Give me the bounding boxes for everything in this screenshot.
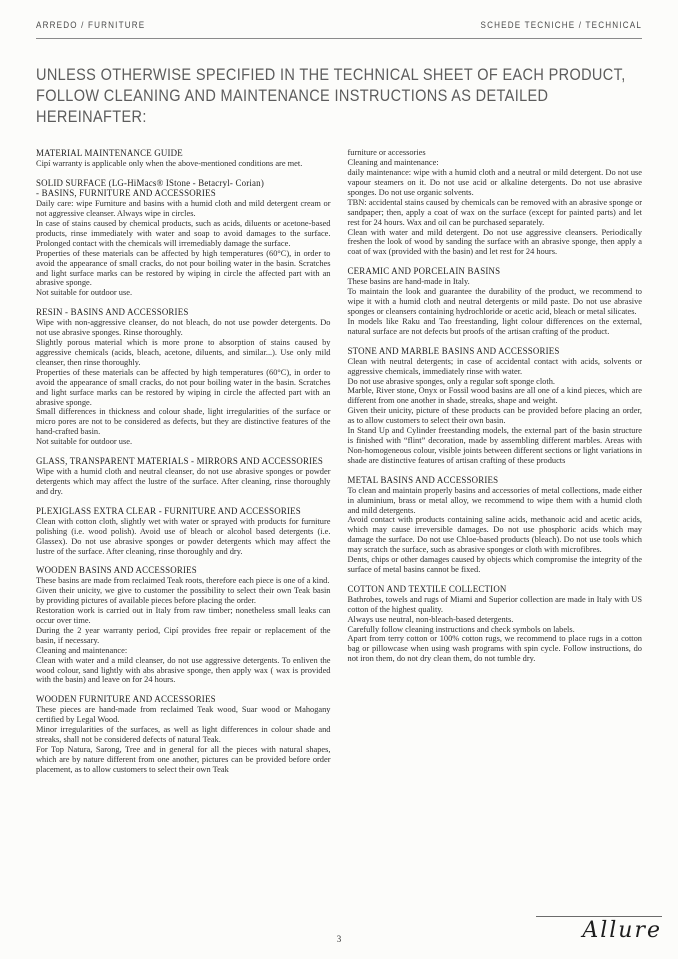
section-heading-line: WOODEN FURNITURE AND ACCESSORIES [36, 694, 216, 705]
section-heading-line: - BASINS, FURNITURE AND ACCESSORIES [36, 188, 216, 199]
section-paragraph: To clean and maintain properly basins and accessories of metal collections, made either in aluminium, brass or metal alloy, we recommend to wipe them with a humid cloth and mild detergents. [347, 485, 642, 515]
section-paragraph: Minor irregularities of the surfaces, as well as light differences in colour shade and streaks, shall not be considered defects of natural Teak. [36, 725, 331, 745]
section-paragraph: TBN: accidental stains caused by chemicals can be removed with an abrasive sponge or sandpaper; then, apply a coat of wax on the surface (except for painted parts) and let rest for 24 hours. Wax and oil can be purchased separately. [347, 197, 642, 227]
section-paragraph: Clean with water and mild detergent. Do not use aggressive cleansers. Periodically freshen the look of wood by sanding the surface with an abrasive sponge, then apply a coat of wax (provided with the basin) and let rest for 24 hours. [347, 227, 642, 257]
section-heading-line: RESIN - BASINS AND ACCESSORIES [36, 307, 189, 318]
brand-name: Allure [582, 918, 662, 943]
doc-section [348, 475, 643, 575]
page-header [0, 0, 678, 36]
section-paragraph: Properties of these materials can be affected by high temperatures (60°C), in order to avoid the appearance of small cracks, do not pour boiling water in the basin. Scratches and light surface marks can be restored by wiping in circle the affected part with an abrasive sponge. [36, 248, 331, 288]
section-paragraph: Not suitable for outdoor use. [36, 288, 133, 298]
page-number: 3 [336, 934, 342, 944]
section-heading [36, 506, 331, 516]
section-paragraph: Slightly porous material which is more prone to absorption of stains caused by aggressive chemicals (acids, bleach, acetone, diluents, and similar...). Use only mild cleanser, then rinse thoroughly. [36, 338, 331, 367]
doc-section [36, 178, 331, 298]
section-paragraph: Dents, chips or other damages caused by objects which compromise the integrity of the surface of metal basins cannot be fixed. [347, 555, 642, 574]
section-paragraph: Cleaning and maintenance: [36, 645, 128, 655]
brand-logo [536, 916, 662, 943]
section-paragraph: Not suitable for outdoor use. [36, 437, 133, 447]
section-paragraph: Clean with cotton cloth, slightly wet with water or sprayed with products for furniture polishing (i.e. wood polish). Avoid use of bleach or alcohol based detergents (i.e. Glassex). Do not use abrasive sponges or powder detergents which may affect the lustre of the surface. After cleaning, rinse thoroughly and dry. [36, 516, 331, 556]
section-paragraph: daily maintenance: wipe with a humid cloth and a neutral or mild detergent. Do not use vapour steamers on it. Do not use acid or alkaline detergents. Do not use abrasive sponges. Do not use organic solvents. [347, 168, 642, 197]
section-paragraph: Marble, River stone, Onyx or Fossil wood basins are all one of a kind pieces, which are different from one another in shade, streaks, shape and weight. [347, 386, 642, 406]
section-heading [36, 178, 331, 198]
doc-section [36, 307, 331, 447]
section-paragraph: Small differences in thickness and colour shade, light irregularities of the surface or micro pores are not to be considered as defects, but they are distinctive features of the hand-crafted basin. [36, 407, 331, 437]
section-paragraph: These basins are hand-made in Italy. [347, 277, 470, 287]
section-heading-line: GLASS, TRANSPARENT MATERIALS - MIRRORS AND ACCESSORIES [36, 456, 324, 467]
section-heading-line: STONE AND MARBLE BASINS AND ACCESSORIES [347, 345, 560, 356]
section-heading-line: WOODEN BASINS AND ACCESSORIES [36, 565, 197, 576]
intro-title: UNLESS OTHERWISE SPECIFIED IN THE TECHNICAL SHEET OF EACH PRODUCT, FOLLOW CLEANING AND MAINTENANCE INSTRUCTIONS AS DETAILED HEREINAFTER: [36, 66, 626, 127]
section-heading [348, 266, 643, 276]
section-heading [36, 565, 331, 575]
section-paragraph: Wipe with non-aggressive cleanser, do not bleach, do not use powder detergents. Do not use abrasive sponges. Rinse thoroughly. [36, 318, 331, 338]
section-paragraph: Always use neutral, non-bleach-based detergents. [347, 614, 514, 624]
right-column [348, 148, 643, 774]
section-heading [36, 694, 331, 704]
section-paragraph: Cipí warranty is applicable only when the above-mentioned conditions are met. [36, 159, 303, 169]
section-heading [348, 584, 643, 594]
header-divider [36, 38, 642, 39]
section-paragraph: Clean with water and a mild cleanser, do not use aggressive detergents. To enliven the wood colour, sand lightly with abs abrasive sponge, then apply wax ( wax is provided with the basin) and leave on for 24 hours. [36, 655, 331, 685]
doc-section [348, 148, 643, 257]
doc-section [36, 694, 331, 774]
section-paragraph: Carefully follow cleaning instructions and check symbols on labels. [347, 624, 575, 634]
left-column [36, 148, 331, 774]
section-heading-line: PLEXIGLASS EXTRA CLEAR - FURNITURE AND ACCESSORIES [36, 505, 301, 516]
section-heading-line: COTTON AND TEXTILE COLLECTION [347, 583, 507, 594]
doc-section [36, 148, 331, 169]
section-paragraph: Apart from terry cotton or 100% cotton rugs, we recommend to place rugs in a cotton bag or pillowcase when using wash programs with spin cycle. Follow instructions, do not iron them, do not dry clean them, do not tumble dry. [347, 634, 642, 664]
section-heading [36, 148, 331, 158]
section-paragraph: Wipe with a humid cloth and neutral cleanser, do not use abrasive sponges or powder detergents which may affect the lustre of the surface. After cleaning, rinse thoroughly and dry. [36, 467, 331, 496]
section-heading-line: CERAMIC AND PORCELAIN BASINS [347, 266, 501, 277]
section-paragraph: In case of stains caused by chemical products, such as acids, diluents or acetone-based products, rinse immediately with water and soap to avoid damages to the surface. Prolonged contact with the chemicals will irremediably damage the surface. [36, 219, 331, 248]
section-heading-line: MATERIAL MAINTENANCE GUIDE [36, 148, 183, 159]
section-heading [348, 346, 643, 356]
section-paragraph: Clean with neutral detergents; in case of accidental contact with acids, solvents or aggressive chemicals, immediately rinse with water. [347, 356, 642, 376]
section-heading-line: METAL BASINS AND ACCESSORIES [347, 474, 499, 485]
header-right-label: SCHEDE TECNICHE / TECHNICAL [480, 20, 642, 31]
brand-divider [536, 916, 662, 917]
doc-section [348, 346, 643, 466]
section-paragraph: Do not use abrasive sponges, only a regular soft sponge cloth. [347, 376, 555, 386]
section-paragraph: During the 2 year warranty period, Cipí provides free repair or replacement of the basin, if necessary. [36, 625, 331, 645]
content-columns [36, 148, 642, 774]
section-paragraph: Daily care: wipe Furniture and basins with a humid cloth and mild detergent cream or not aggressive cleanser. Always wipe in circles. [36, 199, 331, 219]
section-paragraph: For Top Natura, Sarong, Tree and in general for all the pieces with natural shapes, which are by nature different from one another, pictures can be provided before order placement, as to allow customers to select their own Teak [36, 745, 331, 774]
section-paragraph: Given their unicity, we give to customer the possibility to select their own Teak basin by providing pictures of available pieces before placing the order. [36, 586, 331, 606]
section-paragraph: These basins are made from reclaimed Teak roots, therefore each piece is one of a kind. [36, 576, 330, 586]
section-heading-line: SOLID SURFACE (LG-HiMacs® IStone - Betacryl- Corian) [36, 178, 264, 189]
header-left-label: ARREDO / FURNITURE [36, 20, 146, 31]
section-heading [36, 456, 331, 466]
doc-section [36, 565, 331, 685]
section-paragraph: In models like Raku and Tao freestanding, light colour differences on the external, natural surface are not defects but proofs of the artisan crafting of the product. [347, 316, 642, 336]
doc-section [36, 456, 331, 497]
section-paragraph: These pieces are hand-made from reclaimed Teak wood, Suar wood or Mahogany certified by Legal Wood. [36, 705, 331, 725]
section-paragraph: Cleaning and maintenance: [347, 158, 439, 168]
section-paragraph: Properties of these materials can be affected by high temperatures (60°C), in order to avoid the appearance of small cracks, do not pour boiling water in the basin. Scratches and light surface marks can be restored by wiping in circle the affected part with an abrasive sponge. [36, 367, 331, 407]
section-heading [348, 475, 643, 485]
section-paragraph: furniture or accessories [347, 148, 426, 158]
doc-section [36, 506, 331, 557]
section-paragraph: Avoid contact with products containing saline acids, methanoic acid and acetic acids, which may cause irreversible damages. Do not use phosphoric acids which may damage the surface. Do not use Chloe-based products (bleach). Do not use tools which may scratch the surface, such as abrasive sponges or cloth with microfibres. [347, 515, 642, 555]
section-paragraph: To maintain the look and guarantee the durability of the product, we recommend to wipe it with a humid cloth and neutral detergents or mild paste. Do not use abrasive sponges or cleansers containing hydrochloride or acetic acid, bleach or metal silicates. [347, 287, 642, 317]
section-paragraph: In Stand Up and Cylinder freestanding models, the external part of the basin structure is finished with “flint” decoration, made by assembling different marbles. Areas with Non-homogeneous colour, visible joints between different sections or light variations in shade are distinctive features of artisan crafting of these products [347, 426, 642, 465]
section-heading [36, 307, 331, 317]
doc-section [348, 266, 643, 336]
section-paragraph: Given their unicity, picture of these products can be provided before placing an order, as to allow customers to select their own basin. [347, 406, 642, 426]
section-paragraph: Restoration work is carried out in Italy from raw timber; nonetheless small leaks can occur over time. [36, 606, 331, 626]
doc-section [348, 584, 643, 664]
section-paragraph: Bathrobes, towels and rugs of Miami and Superior collection are made in Italy with US cotton of the highest quality. [347, 594, 642, 614]
